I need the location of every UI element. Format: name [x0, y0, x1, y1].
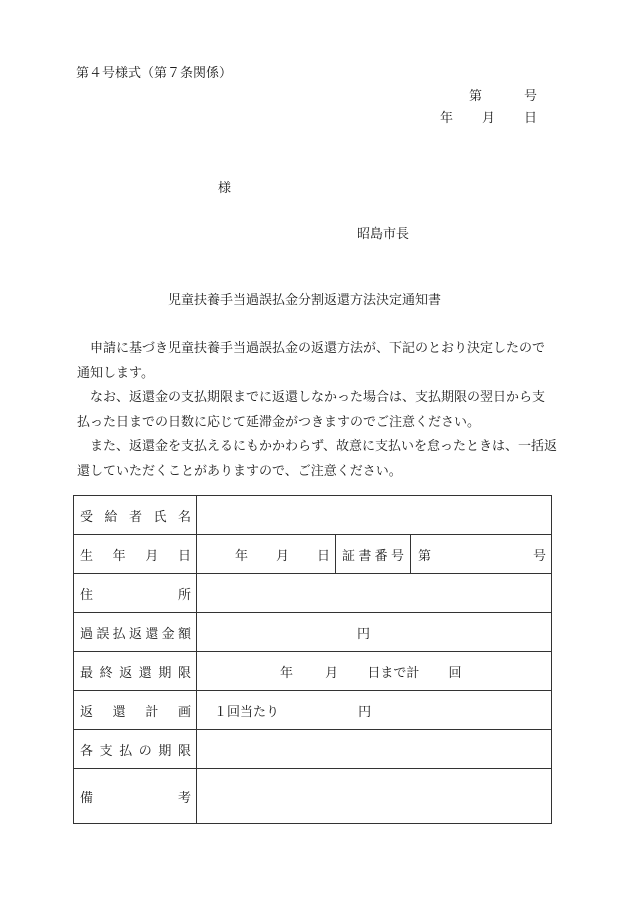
date-month-label: 月: [482, 111, 496, 126]
address-label: 住 所: [80, 587, 191, 603]
table-row: [74, 769, 552, 824]
overpayment-label-cell: [74, 613, 197, 652]
form-number: 第４号様式（第７条関係）: [76, 66, 233, 81]
each-payment-deadline-field[interactable]: [197, 730, 552, 769]
overpayment-amount-field[interactable]: [197, 613, 552, 652]
doc-number-prefix: 第: [469, 89, 483, 104]
address-field[interactable]: [197, 574, 552, 613]
body-paragraph-1: 申請に基づき児童扶養手当過誤払金の返還方法が、下記のとおり決定したので通知します。: [77, 341, 546, 381]
remarks-field[interactable]: [197, 769, 552, 824]
repayment-plan-field[interactable]: [197, 691, 552, 730]
remarks-label-cell: [74, 769, 197, 824]
certificate-label-cell: [336, 535, 411, 574]
each-payment-deadline-label: 各 支 払 の 期 限: [80, 743, 191, 759]
recipient-honorific: 様: [218, 181, 232, 196]
deadline-until-label: 日まで計: [367, 665, 420, 681]
certificate-label: 証 書 番 号: [342, 548, 404, 564]
table-row: [74, 652, 552, 691]
certificate-number-field[interactable]: [411, 535, 552, 574]
final-deadline-label-cell: [74, 652, 197, 691]
birthdate-label-cell: [74, 535, 197, 574]
birth-month-label: 月: [275, 548, 289, 564]
overpayment-yen-unit: 円: [357, 626, 371, 642]
per-payment-label: １回当たり: [214, 704, 280, 720]
cert-number-prefix: 第: [418, 548, 432, 564]
recipient-name-label-cell: [74, 496, 197, 535]
final-deadline-field[interactable]: [197, 652, 552, 691]
birth-day-label: 日: [316, 548, 330, 564]
recipient-name-label: 受 給 者 氏 名: [80, 509, 191, 525]
birthdate-label: 生 年 月 日: [80, 548, 191, 564]
each-deadline-label-cell: [74, 730, 197, 769]
remarks-label: 備 考: [80, 790, 191, 806]
deadline-month-label: 月: [325, 665, 339, 681]
repayment-info-table: [73, 495, 552, 824]
date-year-label: 年: [440, 111, 454, 126]
plan-yen-unit: 円: [358, 704, 372, 720]
address-label-cell: [74, 574, 197, 613]
table-row: [74, 691, 552, 730]
doc-number-suffix: 号: [524, 89, 538, 104]
issuer-name: 昭島市長: [357, 227, 410, 242]
table-row: [74, 496, 552, 535]
birthdate-field[interactable]: [197, 535, 336, 574]
table-row: [74, 613, 552, 652]
table-row: [74, 730, 552, 769]
table-row: [74, 574, 552, 613]
birth-year-label: 年: [234, 548, 248, 564]
deadline-year-label: 年: [280, 665, 294, 681]
deadline-times-label: 回: [448, 665, 462, 681]
final-deadline-label: 最 終 返 還 期 限: [80, 665, 191, 681]
date-day-label: 日: [524, 111, 538, 126]
cert-number-suffix: 号: [533, 548, 547, 564]
recipient-name-field[interactable]: [197, 496, 552, 535]
document-title: 児童扶養手当過誤払金分割返還方法決定通知書: [168, 293, 442, 308]
body-paragraph-3: また、返還金を支払えるにもかかわらず、故意に支払いを怠ったときは、一括返還していただくことがありますので、ご注意ください。: [77, 439, 557, 479]
body-paragraph-2: なお、返還金の支払期限までに返還しなかった場合は、支払期限の翌日から支払った日までの日数に応じて延滞金がつきますのでご注意ください。: [77, 390, 546, 430]
table-row: [74, 535, 552, 574]
overpayment-amount-label: 過 誤 払 返 還 金 額: [80, 626, 191, 642]
plan-label-cell: [74, 691, 197, 730]
repayment-plan-label: 返 還 計 画: [80, 704, 191, 720]
